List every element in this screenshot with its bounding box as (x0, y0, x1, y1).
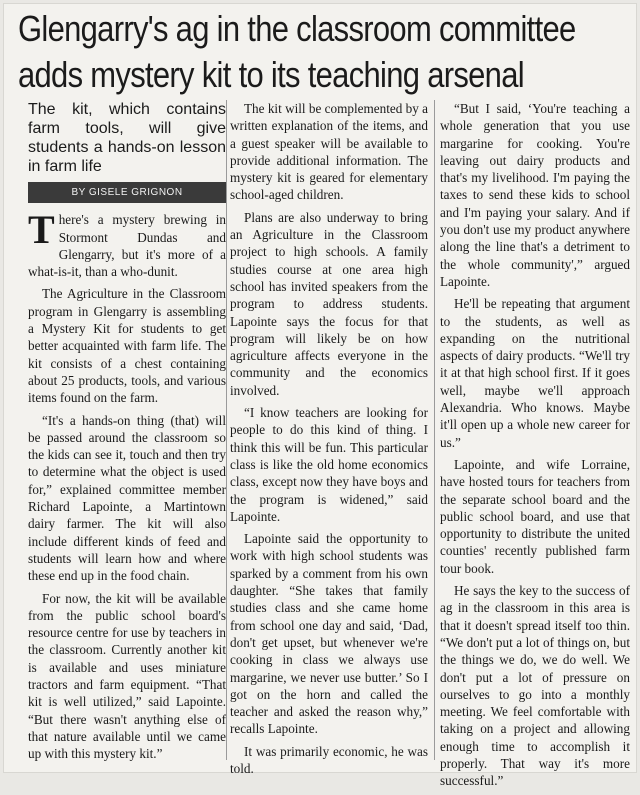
drop-cap: T (28, 207, 55, 253)
headline (18, 6, 576, 98)
paragraph: It was primarily economic, he was told. (230, 743, 428, 776)
column-1 (28, 100, 226, 768)
paragraph: The kit will be complemented by a written explanation of the items, and a guest speaker will be available to provide additional information. The mystery kit is geared for elementary school-aged children. (230, 101, 428, 203)
paragraph: Lapointe said the opportunity to work with high school students was sparked by a comment from his own daughter. “She takes that family studies class and she came home from school one day and said, ‘Dad, don't get upset, but whenever we're cooking in class we always use margarine, we never use butter.’ So I got on the horn and called the teacher and asked the reason why,” recalls Lapointe. (230, 531, 428, 737)
paragraph: “But I said, ‘You're teaching a whole generation that you use margarine for cooking. You're leaving out dairy products and that's my livelihood. I'm paying the taxes to send these kids to school and I'm paying your salary. And if you don't use my product anywhere along the line that's a detriment to the whole community',” argued Lapointe. (440, 101, 630, 289)
paragraph: He says the key to the success of ag in the classroom in this area is that it doesn't spread itself too thin. “We don't put a lot of things on, but the things we do, we do well. We don't put a lot of pressure on ourselves to go into a monthly meeting. We feel comfortable with taking on a project and allowing enough time to accomplish it properly. That way it's more successful.” (440, 583, 630, 789)
column-divider (434, 100, 435, 760)
paragraph: “I know teachers are looking for people to do this kind of thing. I think this will be fun. This particular class is like the old home economics class, except now they have boys and the program is widened,” said Lapointe. (230, 405, 428, 524)
paragraph: He'll be repeating that argument to the students, as well as expanding on the nutritional aspects of dairy products. “We'll try it at that high school first. If it goes well, maybe we'll approach Alexandria. Who knows. Maybe it'll open up a whole new career for us.” (440, 296, 630, 450)
paragraph: “It's a hands-on thing (that) will be passed around the classroom so the kids can see it, touch and then try to determine what the object is used for,” explained committee member Richard Lapointe, a Martintown dairy farmer. The kit will also include different kinds of feed and students will learn how and where these end up in the food chain. (28, 412, 226, 584)
column-3 (440, 100, 630, 795)
paragraph: There's a mystery brewing in Stormont Dundas and Glengarry, but it's more of a what-is-it, than a who-dunit. (28, 207, 226, 280)
column-divider (226, 100, 227, 760)
byline: BY GISELE GRIGNON (28, 182, 226, 203)
paragraph: Plans are also underway to bring an Agriculture in the Classroom project to high schools. A family studies course at one area high school has invited speakers from the program to address students. Lapointe says the focus for that program will likely be on how agriculture affects everyone in the community and the economics involved. (230, 209, 428, 398)
headline-line-2: adds mystery kit to its teaching arsenal (18, 54, 524, 95)
deck-subheadline: The kit, which contains farm tools, will give students a hands-on lesson in farm life (28, 101, 226, 175)
column-2 (230, 100, 428, 782)
paragraph: For now, the kit will be available from the public school board's resource centre for use by teachers in the classroom. Currently another kit is available and uses miniature tractors and farm equipment. “That kit is well utilized,” said Lapointe. “But there wasn't anything else of that nature available until we came up with this mystery kit.” (28, 590, 226, 762)
headline-line-1: Glengarry's ag in the classroom committee (18, 8, 576, 49)
paragraph: The Agriculture in the Classroom program in Glengarry is assembling a Mystery Kit for students to get better acquainted with farm life. The kit consists of a chest containing about 25 products, tools, and various items found on the farm. (28, 286, 226, 406)
paragraph: Lapointe, and wife Lorraine, have hosted tours for teachers from the separate school board and the public school board, and use that opportunity to distribute the united counties' recently published farm tour book. (440, 456, 630, 576)
